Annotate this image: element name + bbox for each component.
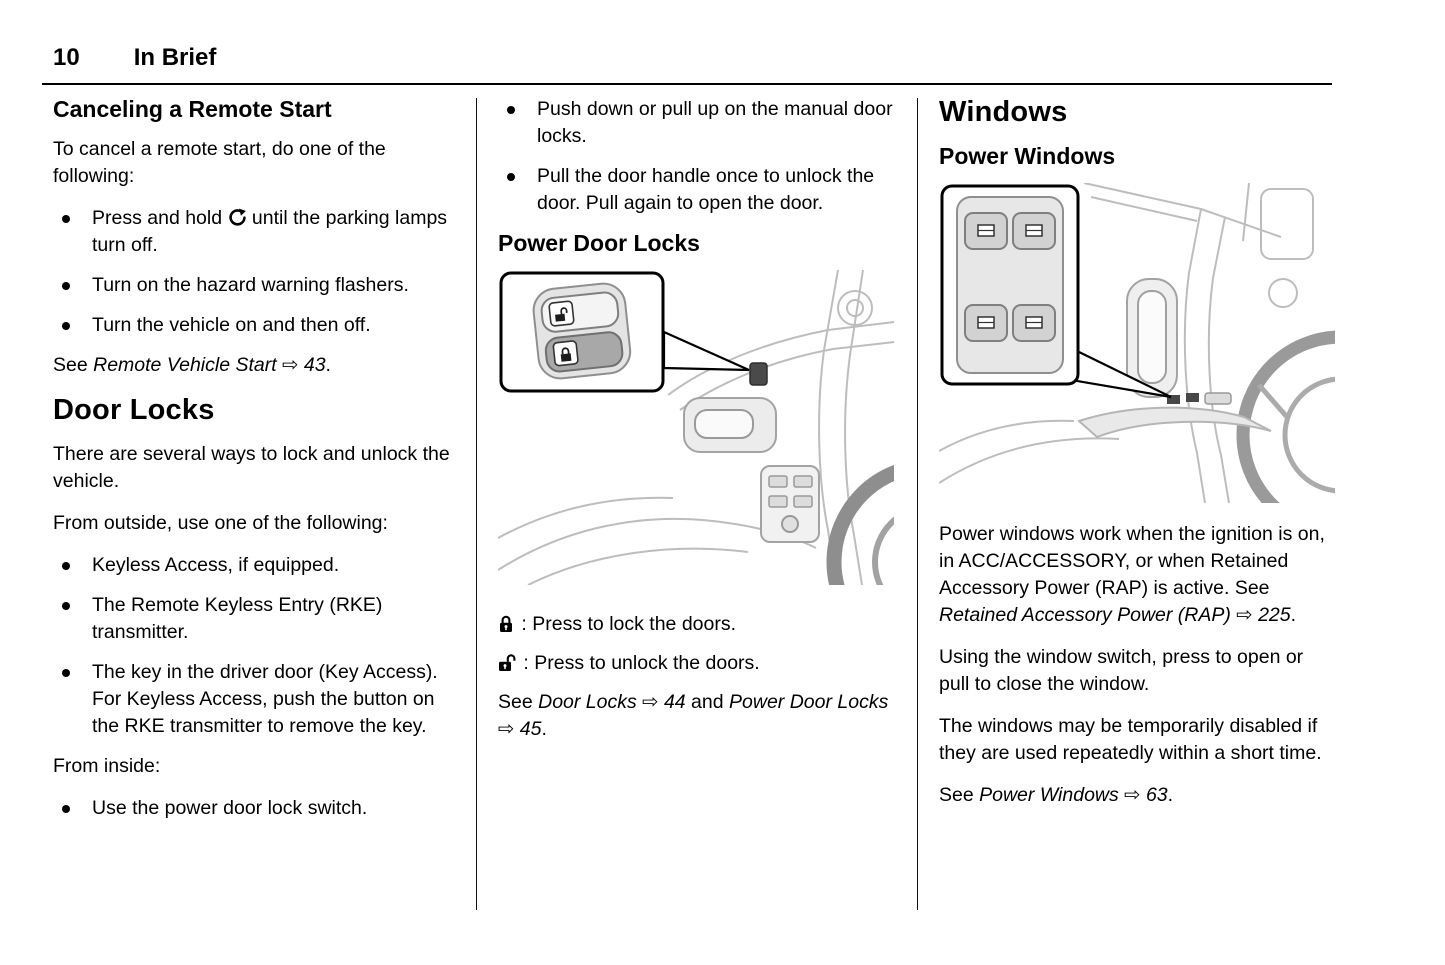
ref-text: . bbox=[1290, 604, 1297, 626]
paragraph-from-inside: From inside: bbox=[53, 755, 161, 777]
bullet-marker bbox=[507, 106, 515, 114]
bullet-text-pre: Press and hold bbox=[92, 207, 228, 229]
remote-start-icon bbox=[228, 207, 247, 229]
bullet-text: Use the power door lock switch. bbox=[92, 797, 368, 819]
bullet-text: Keyless Access, if equipped. bbox=[92, 554, 340, 576]
bullet-marker bbox=[62, 602, 70, 610]
column-left bbox=[53, 96, 455, 910]
chapter-title: In Brief bbox=[133, 44, 217, 71]
list-item bbox=[53, 659, 455, 740]
door-locks-bullet-list bbox=[53, 552, 455, 740]
manual-locks-bullet-list bbox=[498, 96, 896, 217]
bullet-text: Push down or pull up on the manual door locks. bbox=[537, 98, 893, 147]
bullet-text: Pull the door handle once to unlock the door. Pull again to open the door. bbox=[537, 165, 875, 214]
ref-title: Retained Accessory Power (RAP) bbox=[939, 604, 1231, 626]
ref-title: Power Windows bbox=[979, 784, 1119, 806]
bullet-marker bbox=[62, 282, 70, 290]
lock-instruction bbox=[498, 611, 896, 638]
window-switch-icon bbox=[1026, 317, 1042, 328]
inset-door-lock-switch bbox=[501, 273, 663, 391]
ref-arrow: ⇨ bbox=[636, 691, 664, 713]
cross-reference-remote-vehicle-start bbox=[53, 352, 455, 379]
ref-text: See bbox=[53, 354, 94, 376]
heading-power-windows: Power Windows bbox=[939, 143, 1116, 169]
power-windows-illustration bbox=[939, 183, 1335, 503]
list-item bbox=[53, 552, 455, 579]
door-lock-switch-target bbox=[750, 363, 767, 385]
column-divider bbox=[476, 98, 477, 910]
ref-arrow: ⇨ bbox=[1118, 784, 1146, 806]
ref-text: Power windows work when the ignition is on, in ACC/ACCESSORY, or when Retained Accessory Power (RAP) is active. See bbox=[939, 523, 1325, 599]
list-item bbox=[53, 312, 455, 339]
ref-text: . bbox=[1167, 784, 1174, 806]
unlock-icon bbox=[549, 301, 574, 326]
window-switches-target bbox=[1167, 393, 1231, 404]
cross-reference-power-windows bbox=[939, 782, 1337, 809]
lock-icon bbox=[498, 613, 514, 635]
cross-reference-door-locks bbox=[498, 689, 896, 743]
paragraph-power-windows-1 bbox=[939, 521, 1337, 629]
ref-page: 225 bbox=[1258, 604, 1291, 626]
ref-text: . bbox=[325, 354, 331, 376]
inside-bullet-list bbox=[53, 795, 455, 822]
bullet-marker bbox=[507, 173, 515, 181]
list-item bbox=[53, 592, 455, 646]
lock-icon bbox=[553, 341, 578, 366]
heading-power-door-locks: Power Door Locks bbox=[498, 230, 700, 256]
door-handle-art bbox=[684, 398, 776, 452]
bullet-text-post: until the parking lamps turn off. bbox=[92, 207, 448, 256]
page-number: 10 bbox=[53, 44, 80, 71]
bullet-marker bbox=[62, 805, 70, 813]
paragraph-door-locks-1: There are several ways to lock and unlock the vehicle. bbox=[53, 443, 450, 492]
list-item bbox=[498, 163, 896, 217]
column-middle bbox=[498, 96, 896, 910]
unlock-instruction bbox=[498, 650, 896, 677]
ref-text: See bbox=[498, 691, 539, 713]
steering-wheel-art bbox=[834, 466, 894, 585]
unlock-icon bbox=[498, 652, 516, 674]
ref-text: See bbox=[939, 784, 980, 806]
ref-arrow: ⇨ bbox=[276, 354, 304, 376]
unlock-instruction-text: : Press to unlock the doors. bbox=[518, 652, 760, 674]
power-door-locks-illustration bbox=[498, 270, 894, 585]
list-item bbox=[53, 272, 455, 299]
ref-title: Power Door Locks bbox=[729, 691, 889, 713]
ref-arrow: ⇨ bbox=[1230, 604, 1259, 626]
ref-page: 43 bbox=[303, 354, 326, 376]
bullet-marker bbox=[62, 322, 70, 330]
heading-canceling-remote-start: Canceling a Remote Start bbox=[53, 96, 332, 122]
ref-title: Door Locks bbox=[538, 691, 637, 713]
column-divider bbox=[917, 98, 918, 910]
page-header bbox=[42, 44, 1332, 85]
steering-wheel-art bbox=[1243, 337, 1335, 503]
cancel-bullet-list bbox=[53, 205, 455, 339]
window-switch-bank-art bbox=[761, 466, 819, 542]
ref-page: 63 bbox=[1145, 784, 1168, 806]
ref-title: Remote Vehicle Start bbox=[93, 354, 277, 376]
ref-page: 45 bbox=[519, 718, 542, 740]
ref-arrow: ⇨ bbox=[498, 718, 520, 740]
window-switch-icon bbox=[978, 225, 994, 236]
bullet-marker bbox=[62, 669, 70, 677]
bullet-text: The Remote Keyless Entry (RKE) transmitter. bbox=[92, 594, 383, 643]
ref-text: and bbox=[685, 691, 730, 713]
bullet-text: Turn on the hazard warning flashers. bbox=[92, 274, 409, 296]
callout-pointer bbox=[664, 332, 749, 370]
window-switch-icon bbox=[1026, 225, 1042, 236]
content-columns bbox=[53, 96, 1337, 910]
bullet-marker bbox=[62, 215, 70, 223]
bullet-marker bbox=[62, 562, 70, 570]
list-item bbox=[53, 795, 455, 822]
bullet-text: The key in the driver door (Key Access). For Keyless Access, push the button on the RKE transmitter to remove the key. bbox=[92, 661, 438, 737]
column-right bbox=[939, 96, 1337, 910]
heading-door-locks: Door Locks bbox=[53, 394, 215, 426]
list-item bbox=[53, 205, 455, 259]
window-switch-icon bbox=[978, 317, 994, 328]
paragraph-power-windows-3: The windows may be temporarily disabled if they are used repeatedly within a short time. bbox=[939, 715, 1322, 764]
list-item bbox=[498, 96, 896, 150]
ref-text: . bbox=[541, 718, 547, 740]
bullet-text bbox=[92, 207, 447, 256]
paragraph-cancel-intro: To cancel a remote start, do one of the following: bbox=[53, 138, 386, 187]
bullet-text: Turn the vehicle on and then off. bbox=[92, 314, 371, 336]
inset-window-switch-panel bbox=[942, 186, 1078, 384]
ref-page: 44 bbox=[663, 691, 686, 713]
heading-windows: Windows bbox=[939, 96, 1068, 128]
paragraph-door-locks-2: From outside, use one of the following: bbox=[53, 512, 388, 534]
paragraph-power-windows-2: Using the window switch, press to open or pull to close the window. bbox=[939, 646, 1304, 695]
lock-instruction-text: : Press to lock the doors. bbox=[516, 613, 737, 635]
